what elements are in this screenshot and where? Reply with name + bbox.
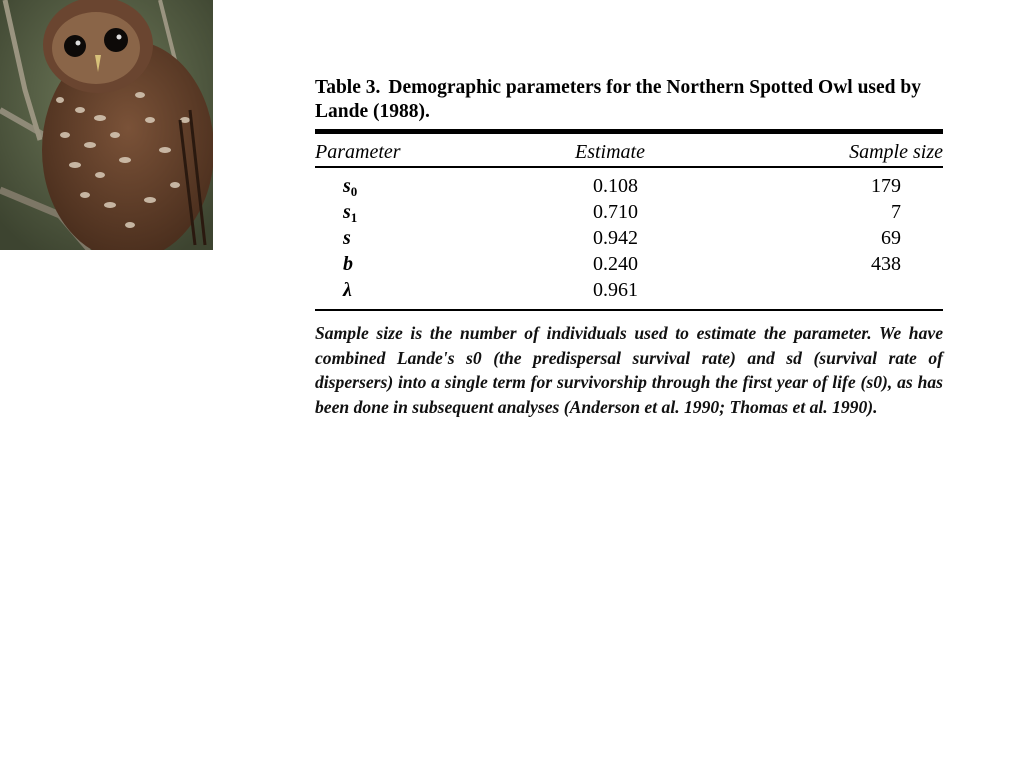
table-footnote: Sample size is the number of individuals used to estimate the parameter. We have combined Lande's s0 (the predispersal survival rate) and sd (survival rate of dispersers) into a single term for survivorship through the first year of life (s0), as has been done in subsequent analyses (Anderson et al. 1990; Thomas et al. 1990). [315,323,943,417]
table-caption [315,76,943,124]
table-label: Table 3. [315,77,381,98]
table-block [315,76,943,437]
table-row [315,277,943,303]
bottom-rule [315,309,943,311]
cell-estimate: 0.942 [593,227,638,249]
table-body [315,168,943,309]
cell-sample-size: 179 [871,175,901,197]
table-row [315,173,943,199]
cell-sample-size: 7 [891,201,901,223]
cell-parameter: λ [343,279,352,301]
header-parameter: Parameter [315,141,401,163]
cell-sample-size: 69 [881,227,901,249]
table-title: Demographic parameters for the Northern Spotted Owl used by Lande (1988). [315,77,921,122]
cell-estimate: 0.240 [593,253,638,275]
table-row [315,225,943,251]
cell-parameter: s [343,227,351,249]
cell-sample-size: 438 [871,253,901,275]
header-estimate: Estimate [575,141,645,163]
header-sample-size: Sample size [849,141,943,163]
cell-parameter: $s_0$ [343,175,358,199]
cell-parameter: b [343,253,353,275]
table-row [315,199,943,225]
table-header [315,134,943,166]
table-row [315,251,943,277]
cell-estimate: 0.710 [593,201,638,223]
cell-parameter: $s_1$ [343,201,358,225]
cell-estimate: 0.961 [593,279,638,301]
owl-photo [0,0,213,250]
cell-estimate: 0.108 [593,175,638,197]
